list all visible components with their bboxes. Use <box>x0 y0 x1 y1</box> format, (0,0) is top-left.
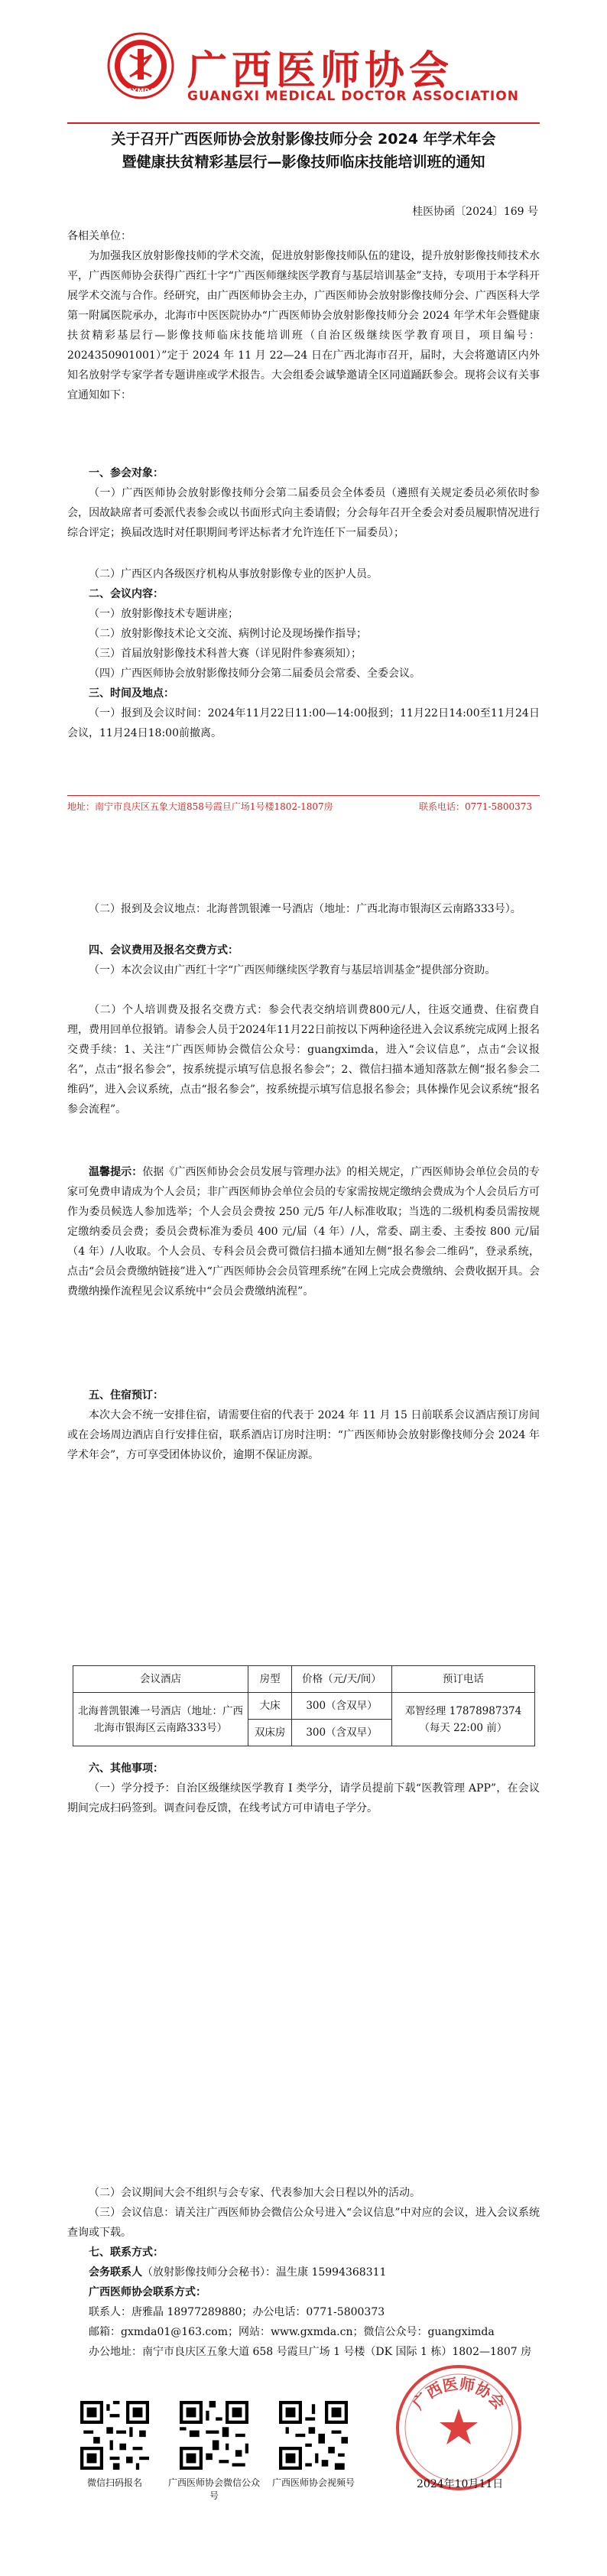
section-7-heading: 七、联系方式： <box>89 2246 164 2259</box>
qr-label: 广西医师协会视频号 <box>271 2477 355 2488</box>
section-2-item: （一）放射影像技术专题讲座； <box>89 608 239 620</box>
section-6-p3: （三）会议信息：请关注广西医师协会微信公众号进入“会议信息”中对应的会议，进入会议系统查询或下载。 <box>67 2207 540 2239</box>
page-footer <box>67 800 540 813</box>
section-6-heading: 六、其他事项： <box>89 1762 164 1775</box>
salutation: 各相关单位： <box>67 230 131 242</box>
doc-title-line1: 关于召开广西医师协会放射影像技师分会 2024 年学术年会 <box>111 131 496 148</box>
table-header: 预订电话 <box>391 1666 534 1693</box>
room-price-cell: 300（含双早） <box>292 1693 391 1720</box>
branch-contact-label: 会务联系人 <box>89 2266 142 2279</box>
branch-contact-text: （放射影像技师分会秘书）：温生康 15994368311 <box>142 2266 387 2279</box>
section-3-item: （二）报到及会议地点：北海普凯银滩一号酒店（地址：广西北海市银海区云南路333号）。 <box>89 903 521 915</box>
room-type-cell: 双床房 <box>248 1720 292 1746</box>
branch-contact <box>67 2263 540 2282</box>
footer-address: 地址：南宁市良庆区五象大道858号霞旦广场1号楼1802-1807房 <box>67 801 333 812</box>
section-2-item: （四）广西医师协会放射影像技师分会第二届委员会常委、全委会议。 <box>89 668 420 680</box>
association-logo-icon <box>107 32 174 99</box>
room-price-cell: 300（含双早） <box>292 1720 391 1746</box>
section-4-p1: （一）本次会议由广西红十字“广西医师继续医学教育与基层培训基金”提供部分资助。 <box>89 964 496 976</box>
section-5-p1: 本次大会不统一安排住宿，请需要住宿的代表于 2024 年 11 月 15 日前联系会议酒店预订房间或在会场周边酒店自行安排住宿，联系酒店订房时注明：“广西医师协会放射影像技师分会 2024 年学术年会”，方可享受团体协议价，逾期不保证房源。 <box>67 1409 540 1461</box>
official-seal-icon <box>394 2363 524 2493</box>
doc-number: 桂医协函〔2024〕169 号 <box>412 206 538 218</box>
section-1-heading: 一、参会对象： <box>89 467 164 479</box>
assoc-liaison: 联系人：唐雅晶 18977289880；办公电话：0771-5800373 <box>89 2306 385 2318</box>
table-header: 价格（元/天/间） <box>292 1666 391 1693</box>
qr-label: 广西医师协会微信公众号 <box>167 2477 260 2501</box>
section-1-item: （一）广西医师协会放射影像技师分会第二届委员会全体委员（遴照有关规定委员必须依时参会，因故缺席者可委派代表参会或以书面形式向主委请假；分会每年召开全委会对委员履职情况进行综合评定；换届改选时对任职期间考评达标者才允许连任下一届委员）； <box>67 487 540 539</box>
intro-paragraph: 为加强我区放射影像技师的学术交流，促进放射影像技师队伍的建设，提升放射影像技师技术水平，广西医师协会获得广西红十字“广西医师继续医学教育与基层培训基金”支持，专项用于本学科开展学术交流与合作。经研究，由广西医师协会主办，广西医师协会放射影像技师分会、广西医科大学第一附属医院承办，北海市中医医院协办“广西医师协会放射影像技师分会 2024 年学术年会暨健康扶贫精彩基层行—影像技师临床技能培训班（自治区级继续医学教育项目，项目编号：2024350901001）”定于 2024 年 11 月 22—24 日在广西北海市召开，届时，大会将邀请区内外知名放射学专家学者专题讲座或学术报告。大会组委会诚挚邀请全区同道踊跃参会。现将会议有关事宜通知如下： <box>67 250 540 401</box>
warm-tip-label: 温馨提示： <box>89 1166 143 1178</box>
section-1-item: （二）广西区内各级医疗机构从事放射影像专业的医护人员。 <box>89 568 378 580</box>
svg-text:GXMDA: GXMDA <box>126 88 155 96</box>
org-name-cn: 广西医师协会 <box>187 47 454 94</box>
assoc-address: 办公地址：南宁市良庆区五象大道 658 号霞旦广场 1 号楼（DK 国际 1 栋）1802—1807 房 <box>89 2346 532 2358</box>
booking-hours: （每天 22:00 前） <box>419 1721 508 1734</box>
issue-date: 2024年10月11日 <box>417 2478 504 2490</box>
assoc-email: 邮箱：gxmda01@163.com；网站：www.gxmda.cn；微信公众号：guangximda <box>89 2326 495 2338</box>
section-6-p1: （一）学分授予：自治区级继续医学教育 I 类学分，请学员提前下载“医教管理 APP”，在会议期间完成扫码签到。调查问卷反馈，在线考试方可申请电子学分。 <box>67 1782 540 1814</box>
section-4-heading: 四、会议费用及报名交费方式： <box>89 944 239 957</box>
section-2-item: （二）放射影像技术论文交流、病例讨论及现场操作指导； <box>89 628 367 640</box>
section-3-item: （一）报到及会议时间：2024年11月22日11:00—14:00报到；11月22日14:00至11月24日会议，11月24日18:00前撤离。 <box>67 707 540 739</box>
wechat-official-qr-icon[interactable] <box>180 2401 248 2470</box>
hotel-name-cell: 北海普凯银滩一号酒店（地址：广西北海市银海区云南路333号） <box>73 1693 248 1746</box>
section-6-p2: （二）会议期间大会不组织与会专家、代表参加大会日程以外的活动。 <box>89 2187 420 2199</box>
header-divider <box>67 122 540 124</box>
section-4-p3 <box>67 1162 540 1301</box>
section-2-item: （三）首届放射影像技术科普大赛（详见附件参赛须知）； <box>89 648 362 660</box>
booking-contact-cell <box>391 1693 534 1746</box>
qr-label: 微信扫码报名 <box>86 2477 142 2488</box>
svg-text:广西医师协会: 广西医师协会 <box>408 2374 509 2413</box>
footer-phone: 联系电话：0771-5800373 <box>418 801 532 812</box>
section-3-heading: 三、时间及地点： <box>89 687 174 700</box>
registration-qr-icon[interactable] <box>80 2401 149 2470</box>
video-channel-qr-icon[interactable] <box>279 2401 348 2470</box>
section-4-p2: （二）个人培训费及报名交费方式：参会代表交纳培训费800元/人，往返交通费、住宿费自理，费用回单位报销。请参会人员于2024年11月22日前按以下两种途径进入会议系统完成网上报名交费手续：1、关注“广西医师协会微信公众号：guangximda，进入“会议信息”，点击“会议报名”，点击“报名参会”，按系统提示填写信息报名参会”；2、微信扫描本通知落款左侧“报名参会二维码”，进入会议系统，点击“报名参会”，按系统提示填写信息报名参会；具体操作见会议系统“报名参会流程”。 <box>67 1004 540 1116</box>
section-5-heading: 五、住宿预订： <box>89 1389 164 1402</box>
warm-tip-text: 依据《广西医师协会会员发展与管理办法》的相关规定，广西医师协会单位会员的专家可免费申请成为个人会员；非广西医师协会单位会员的专家需按规定缴纳会费成为个人会员后方可作为委员候选人参加选举；个人会员会费按 250 元/5 年/人标准收取；当选的二级机构委员需按规定缴纳委员会费；委员会费标准为委员 400 元/届（4 年）/人，常委、副主委、主委按 800 元/届（4 年）/人收取。个人会员、专科会员会费可微信扫描本通知左侧“报名参会二维码”，登录系统，点击“会员会费缴纳链接”进入“广西医师协会会员管理系统”在网上完成会费缴纳、会费收据开具。会费缴纳操作流程见会议系统中“会员会费缴纳流程”。 <box>67 1166 540 1298</box>
hotel-table <box>73 1665 535 1746</box>
letterhead <box>0 0 607 122</box>
table-row <box>73 1693 535 1720</box>
doc-title-line2: 暨健康扶贫精彩基层行—影像技师临床技能培训班的通知 <box>122 154 485 171</box>
room-type-cell: 大床 <box>248 1693 292 1720</box>
section-2-heading: 二、会议内容： <box>89 588 164 600</box>
table-header: 房型 <box>248 1666 292 1693</box>
footer-divider <box>67 795 540 796</box>
assoc-contact-heading: 广西医师协会联系方式： <box>89 2286 206 2298</box>
table-header: 会议酒店 <box>73 1666 248 1693</box>
org-name-en: GUANGXI MEDICAL DOCTOR ASSOCIATION <box>187 89 519 104</box>
table-header-row <box>73 1666 535 1693</box>
booking-contact: 邓智经理 17878987374 <box>404 1704 522 1717</box>
